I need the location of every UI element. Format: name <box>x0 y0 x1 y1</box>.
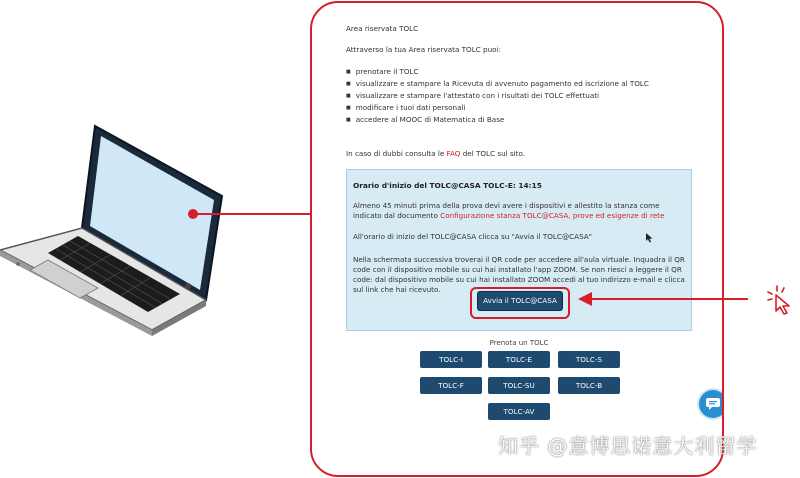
tolc-casa-info-box <box>346 169 692 331</box>
connector-dot <box>188 209 198 219</box>
start-time-title: Orario d'inizio del TOLC@CASA TOLC-E: 14:15 <box>353 181 542 190</box>
start-instruction-text: All'orario di inizio del TOLC@CASA clicca su "Avvia il TOLC@CASA" <box>353 232 592 241</box>
faq-line <box>346 149 525 159</box>
list-item: ■ modificare i tuoi dati personali <box>346 103 649 115</box>
click-icon <box>764 283 798 317</box>
prenota-label: Prenota un TOLC <box>489 339 549 347</box>
list-item: ■ prenotare il TOLC <box>346 67 649 79</box>
faq-prefix: In caso di dubbi consulta le <box>346 149 447 158</box>
list-item: ■ accedere al MOOC di Matematica di Base <box>346 115 649 127</box>
tolc-s-button[interactable]: TOLC-S <box>558 351 620 368</box>
zoom-frame <box>310 1 724 477</box>
faq-link[interactable]: FAQ <box>446 149 461 158</box>
preparation-body: Almeno 45 minuti prima della prova devi avere i dispositivi e allestito la stanza come indicato dal documento <box>353 201 660 221</box>
pointer-arrow-head <box>578 292 592 306</box>
tolc-b-button[interactable]: TOLC-B <box>558 377 620 394</box>
preparation-text <box>353 201 689 221</box>
list-item: ■ visualizzare e stampare l'attestato con i risultati dei TOLC effettuati <box>346 91 649 103</box>
feature-list <box>346 67 649 127</box>
cursor-icon <box>646 233 654 243</box>
page-title: Area riservata TOLC <box>346 24 419 33</box>
tolc-av-button[interactable]: TOLC-AV <box>488 403 550 420</box>
list-item: ■ visualizzare e stampare la Ricevuta di avvenuto pagamento ed iscrizione al TOLC <box>346 79 649 91</box>
avvia-tolc-casa-button[interactable]: Avvia il TOLC@CASA <box>477 291 563 311</box>
tolc-e-button[interactable]: TOLC-E <box>488 351 550 368</box>
chat-button[interactable] <box>699 390 724 418</box>
pointer-arrow-line <box>590 298 748 300</box>
tolc-su-button[interactable]: TOLC-SU <box>488 377 550 394</box>
connector-line <box>192 213 314 215</box>
laptop-icon <box>0 118 232 338</box>
watermark: 知乎 @意博思诺意大利留学 <box>498 434 758 458</box>
configuration-link[interactable]: Configurazione stanza TOLC@CASA, prove ed esigenze di rete <box>440 211 665 221</box>
qr-instruction-text: Nella schermata successiva troverai il QR code per accedere all'aula virtuale. Inquadra il QR code con il dispositivo mobile su cui hai installato l'app ZOOM. Se non riesci a leggere il QR code: dal dispositivo mobile su cui hai installato ZOOM accedi al tuo indirizzo e-mail e clicca sul link che hai ricevuto. <box>353 255 685 295</box>
area-riservata-page <box>344 3 706 477</box>
faq-suffix: del TOLC sul sito. <box>460 149 526 158</box>
tolc-i-button[interactable]: TOLC-I <box>420 351 482 368</box>
intro-text: Attraverso la tua Area riservata TOLC puoi: <box>346 45 501 54</box>
tolc-f-button[interactable]: TOLC-F <box>420 377 482 394</box>
chat-icon <box>706 398 720 410</box>
